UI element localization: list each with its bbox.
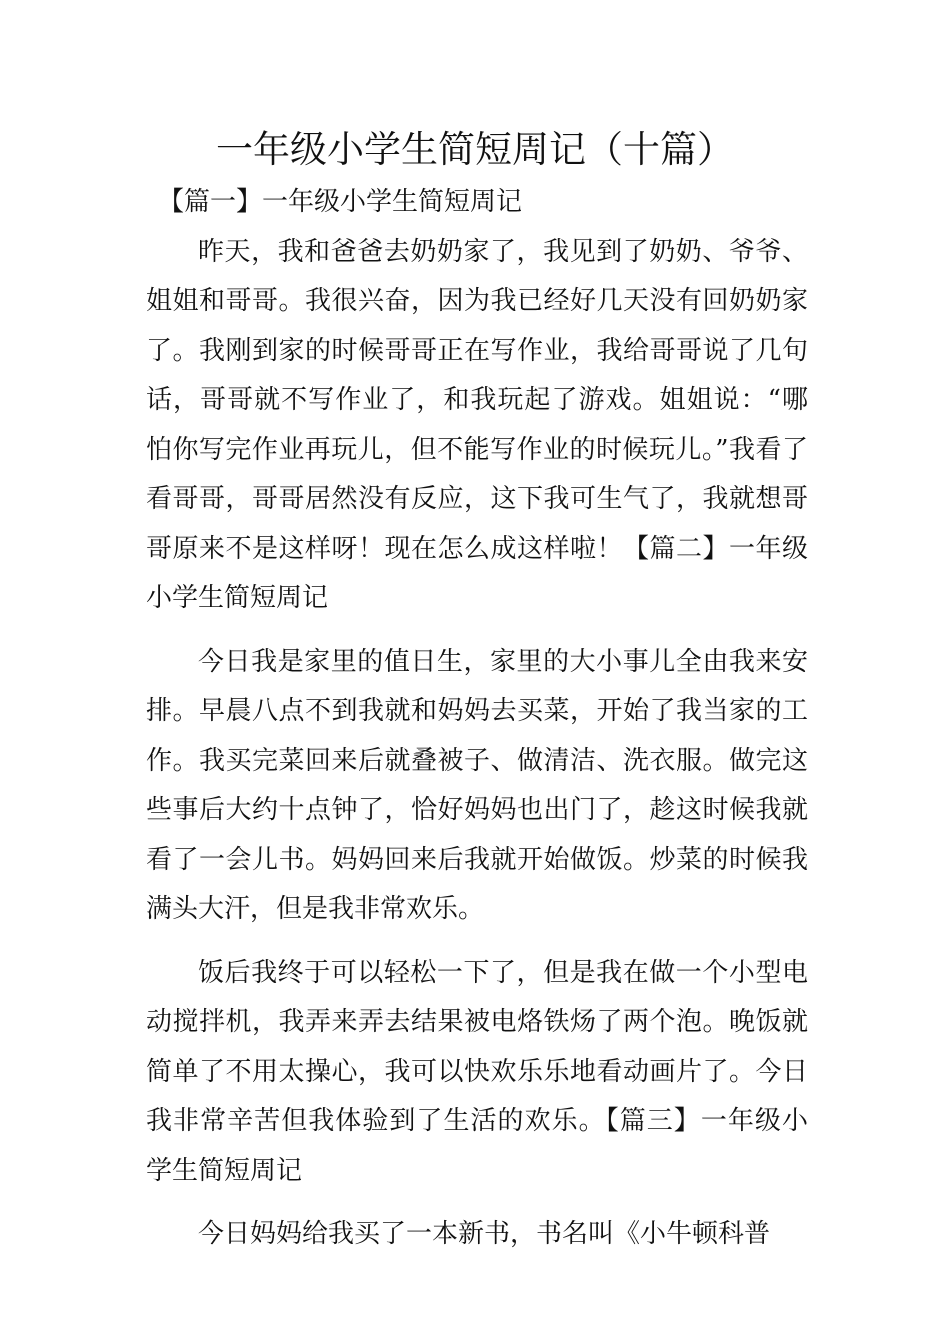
paragraph-2 <box>146 638 808 935</box>
paragraph-1-text: 昨天，我和爸爸去奶奶家了，我见到了奶奶、爷爷、姐姐和哥哥。我很兴奋，因为我已经好几天没有回奶奶家了。我刚到家的时候哥哥正在写作业，我给哥哥说了几句话，哥哥就不写作业了，和我玩起了游戏。姐姐说：“哪怕你写完作业再玩儿，但不能写作业的时候玩儿。”我看了看哥哥，哥哥居然没有反应，这下我可生气了，我就想哥哥原来不是这样呀！现在怎么成这样啦！ <box>146 236 808 564</box>
document-title: 一年级小学生简短周记（十篇） <box>216 128 734 171</box>
paragraph-4 <box>146 1210 808 1260</box>
document-body <box>146 178 808 1260</box>
paragraph-3-text: 饭后我终于可以轻松一下了，但是我在做一个小型电动搅拌机，我弄来弄去结果被电烙铁炀了两个泡。晚饭就简单了不用太操心，我可以快欢乐乐地看动画片了。今日我非常辛苦但我体验到了生活的欢乐。 <box>146 957 808 1136</box>
paragraph-3 <box>146 949 808 1197</box>
paragraph-2-text: 今日我是家里的值日生，家里的大小事儿全由我来安排。早晨八点不到我就和妈妈去买菜，开始了我当家的工作。我买完菜回来后就叠被子、做清洁、洗衣服。做完这些事后大约十点钟了，恰好妈妈也出门了，趁这时候我就看了一会儿书。妈妈回来后我就开始做饭。炒菜的时候我满头大汗，但是我非常欢乐。 <box>146 646 808 924</box>
paragraph-4-text: 今日妈妈给我买了一本新书，书名叫《小牛顿科普 <box>198 1219 771 1249</box>
paragraph-1 <box>146 228 808 624</box>
section-heading-3: 【篇三】一年级小学生简短周记 <box>146 1106 808 1186</box>
section-heading-1: 【篇一】一年级小学生简短周记 <box>158 187 523 217</box>
section-heading-2: 【篇二】一年级小学生简短周记 <box>146 533 808 613</box>
